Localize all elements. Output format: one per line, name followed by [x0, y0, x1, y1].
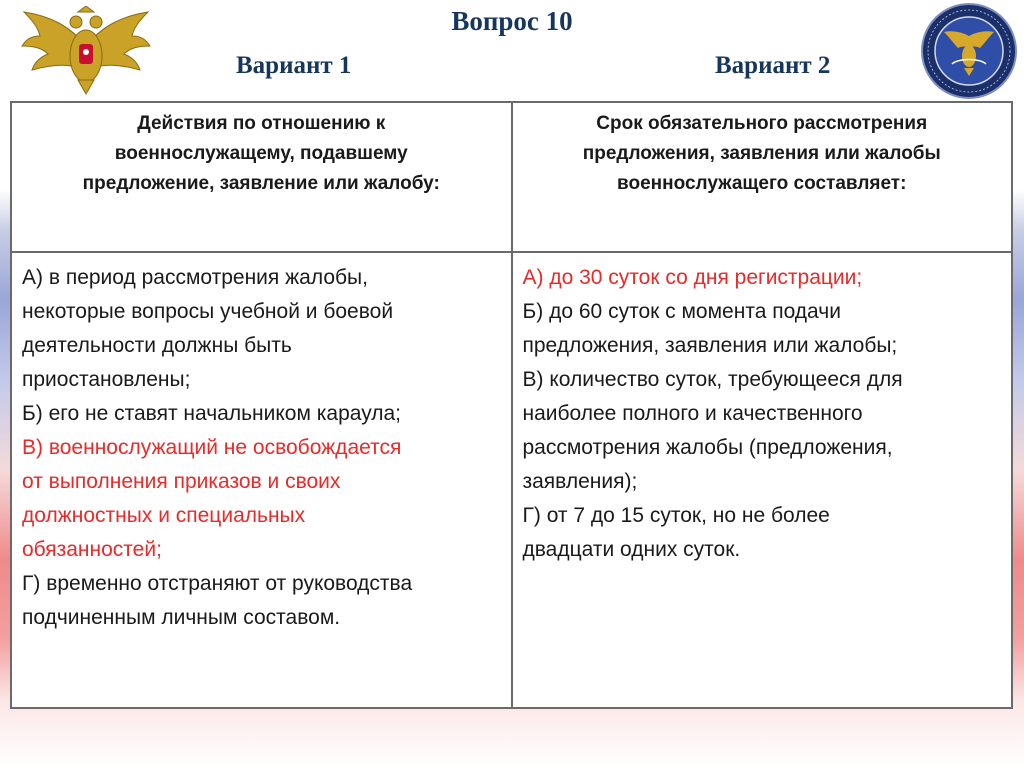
- answer-line: двадцати одних суток.: [522, 538, 741, 561]
- answer-line: Б) до 60 суток с момента подачи: [522, 300, 841, 323]
- answer-option-g: [22, 567, 501, 635]
- variant-2-question-line: предложения, заявления или жалобы: [582, 143, 941, 164]
- variant-1-label: Вариант 1: [236, 52, 352, 79]
- answer-line: А) до 30 суток со дня регистрации;: [522, 266, 863, 289]
- variant-1-answers-cell: [11, 252, 512, 708]
- answer-line: предложения, заявления или жалобы;: [522, 334, 898, 357]
- answer-line: приостановлены;: [22, 368, 191, 391]
- answer-line: должностных и специальных: [22, 504, 306, 527]
- answer-line: В) количество суток, требующееся для: [522, 368, 903, 391]
- answer-line: некоторые вопросы учебной и боевой: [22, 300, 394, 323]
- answer-option-v: [523, 363, 1002, 499]
- answer-option-v-correct: [22, 431, 501, 567]
- variant-2-question-line: Срок обязательного рассмотрения: [596, 113, 928, 134]
- variant-1-question-line: Действия по отношению к: [137, 113, 386, 134]
- header-row: [11, 102, 1012, 252]
- variant-1-header-cell: [11, 102, 512, 252]
- answer-line: обязанностей;: [22, 538, 162, 561]
- answer-line: рассмотрения жалобы (предложения,: [522, 436, 893, 459]
- variant-2-question-line: военнослужащего составляет:: [617, 173, 907, 194]
- answer-line: деятельности должны быть: [22, 334, 292, 357]
- answer-option-a: [22, 261, 501, 397]
- question-title: Вопрос 10: [451, 6, 573, 36]
- answer-option-g: [523, 499, 1002, 567]
- answer-line: Г) временно отстраняют от руководства: [22, 572, 413, 595]
- variant-1-question-line: военнослужащему, подавшему: [114, 143, 408, 164]
- variant-2-answers-cell: [512, 252, 1013, 708]
- answers-row: [11, 252, 1012, 708]
- answer-line: заявления);: [522, 470, 638, 493]
- variant-2-header-cell: [512, 102, 1013, 252]
- variant-1-question-line: предложение, заявление или жалобу:: [82, 173, 440, 194]
- variant-2-label: Вариант 2: [715, 52, 831, 79]
- answer-line: В) военнослужащий не освобождается: [22, 436, 402, 459]
- answer-option-b: [523, 295, 1002, 363]
- answer-line: от выполнения приказов и своих: [22, 470, 341, 493]
- answer-line: наиболее полного и качественного: [522, 402, 863, 425]
- question-table: [10, 101, 1013, 709]
- answer-line: Б) его не ставят начальником караула;: [22, 402, 402, 425]
- answer-option-b: [22, 397, 501, 431]
- answer-line: подчиненным личным составом.: [22, 606, 341, 629]
- answer-option-a-correct: [523, 261, 1002, 295]
- answer-line: Г) от 7 до 15 суток, но не более: [522, 504, 830, 527]
- answer-line: А) в период рассмотрения жалобы,: [22, 266, 368, 289]
